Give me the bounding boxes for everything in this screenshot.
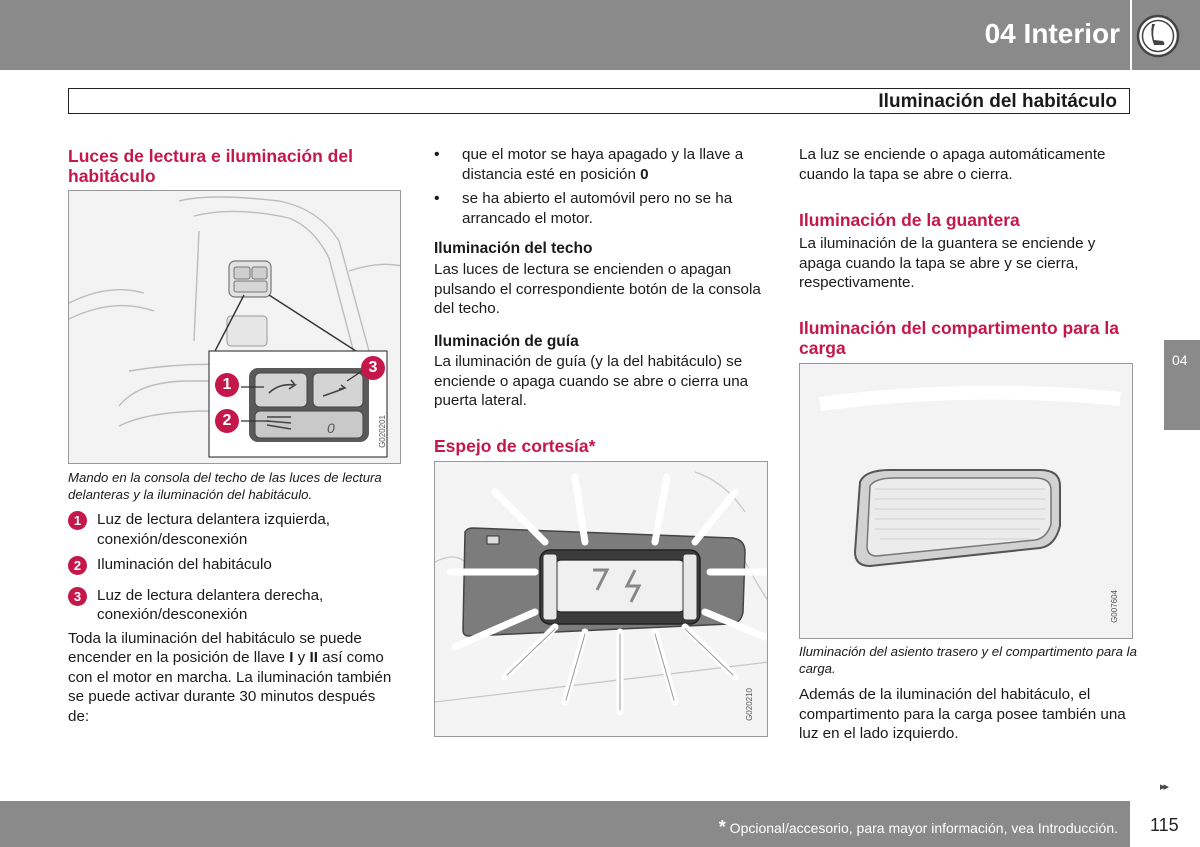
list-item-text: que el motor se haya apagado y la llave a distancia esté en posición xyxy=(462,146,744,183)
chapter-tab xyxy=(1164,340,1200,430)
glovebox-heading: Iluminación de la guantera xyxy=(799,210,1020,230)
paragraph-text: Toda la iluminación del habitáculo se puede encender en la posición de llave xyxy=(68,629,362,666)
reading-lights-heading: Luces de lectura e iluminación del habitáculo xyxy=(68,146,353,186)
callout-1: 1 xyxy=(215,373,239,397)
page-number: 115 xyxy=(1150,815,1179,835)
list-number: 1 xyxy=(68,511,87,530)
roof-console-caption: Mando en la consola del techo de las luces de lectura delanteras y la iluminación del habitáculo. xyxy=(68,470,382,502)
section-title-bar xyxy=(68,88,1130,114)
glovebox-text: La iluminación de la guantera se enciende y apaga cuando la tapa se abre y se cierra, respectivamente. xyxy=(799,235,1096,291)
figure-code: G020210 xyxy=(745,688,754,721)
list-number: 2 xyxy=(68,556,87,575)
figure-code: G007604 xyxy=(1110,590,1119,623)
roof-lighting-text: Las luces de lectura se encienden o apagan pulsando el correspondiente botón de la consola del techo. xyxy=(434,261,761,317)
guide-lighting-title: Iluminación de guía xyxy=(434,333,579,350)
ignition-paragraph xyxy=(68,629,398,727)
paragraph-text: y xyxy=(293,649,310,666)
callout-3: 3 xyxy=(361,356,385,380)
chapter-title: 04 Interior xyxy=(984,18,1120,49)
chapter-tab-label: 04 xyxy=(1172,352,1188,368)
list-item xyxy=(434,145,769,184)
footer-note-text: Opcional/accesorio, para mayor información, vea Introducción. xyxy=(725,820,1118,836)
figure-code: G020201 xyxy=(378,415,387,448)
callout-2: 2 xyxy=(215,409,239,433)
guide-lighting-text: La iluminación de guía (y la del habitáculo) se enciende o apaga cuando se abre o cierra una puerta lateral. xyxy=(434,353,749,409)
list-item xyxy=(68,510,398,549)
list-item-text: se ha abierto el automóvil pero no se ha arrancado el motor. xyxy=(462,190,733,227)
svg-text:0: 0 xyxy=(327,420,335,436)
continue-marker: ▸▸ xyxy=(1160,781,1168,793)
roof-lighting-title: Iluminación del techo xyxy=(434,240,593,257)
list-item-text: Luz de lectura delantera izquierda, conexión/desconexión xyxy=(97,511,331,548)
vanity-mirror-figure xyxy=(434,461,768,737)
glovebox-intro-text: La luz se enciende o apaga automáticamente cuando la tapa se abre o cierra. xyxy=(799,146,1106,183)
list-item xyxy=(68,555,398,575)
list-number: 3 xyxy=(68,587,87,606)
list-item xyxy=(68,586,398,625)
list-item-text: Luz de lectura delantera derecha, conexión/desconexión xyxy=(97,586,324,623)
cargo-light-figure xyxy=(799,363,1133,639)
list-item xyxy=(434,189,769,228)
vanity-mirror-illustration xyxy=(435,462,768,737)
paragraph-text: así como con el motor en marcha. La iluminación también se puede activar durante 30 minutos después de: xyxy=(68,649,392,725)
vanity-mirror-heading: Espejo de cortesía* xyxy=(434,436,596,456)
section-title: Iluminación del habitáculo xyxy=(878,91,1117,112)
cargo-light-text: Además de la iluminación del habitáculo, el compartimento para la carga posee también una luz en el lado izquierdo. xyxy=(799,686,1126,742)
conditions-list xyxy=(434,145,769,228)
callout-list xyxy=(68,510,398,726)
key-position-ii: II xyxy=(309,649,318,666)
key-position-0: 0 xyxy=(640,165,649,183)
chapter-icon-box xyxy=(1132,0,1200,70)
footer-note xyxy=(719,817,1118,838)
list-item-text: Iluminación del habitáculo xyxy=(97,556,272,573)
cargo-lighting-heading: Iluminación del compartimento para la carga xyxy=(799,318,1119,358)
cargo-light-illustration xyxy=(800,364,1133,639)
seat-icon xyxy=(1132,0,1200,70)
key-position-i: I xyxy=(289,649,294,666)
roof-console-figure xyxy=(68,190,401,464)
page-header xyxy=(0,0,1130,70)
footnote-star: * xyxy=(718,817,726,837)
cargo-light-caption: Iluminación del asiento trasero y el compartimento para la carga. xyxy=(799,644,1137,676)
